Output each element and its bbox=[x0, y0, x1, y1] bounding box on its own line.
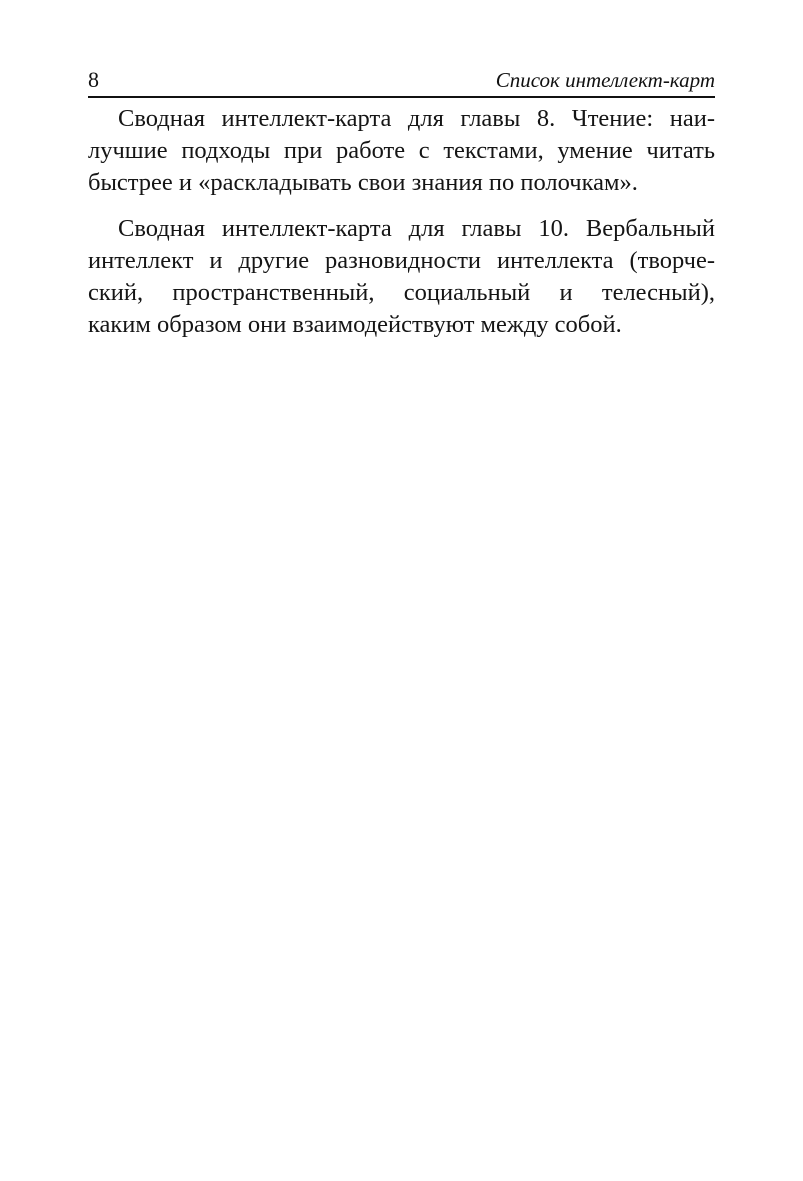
paragraph-line: каким образом они взаимодействуют между собой. bbox=[88, 311, 622, 338]
paragraph-line: лучшие подходы при работе с текстами, умение читать bbox=[88, 137, 715, 164]
paragraph-line: ский, пространственный, социальный и телесный), bbox=[88, 279, 715, 306]
paragraph-line: Сводная интеллект-карта для главы 8. Чтение: наи- bbox=[118, 105, 715, 132]
paragraph-line: быстрее и «раскладывать свои знания по полочкам». bbox=[88, 169, 638, 196]
running-title: Список интеллект-карт bbox=[495, 68, 715, 92]
paragraph-chapter-10 bbox=[88, 213, 715, 341]
page-number: 8 bbox=[88, 67, 99, 92]
paragraph-line: Сводная интеллект-карта для главы 10. Вербальный bbox=[118, 215, 715, 242]
header-rule bbox=[88, 96, 715, 98]
paragraph-chapter-8 bbox=[88, 103, 715, 199]
paragraph-line: интеллект и другие разновидности интеллекта (творче- bbox=[88, 247, 715, 274]
running-header bbox=[88, 64, 715, 96]
body-text bbox=[88, 103, 715, 355]
